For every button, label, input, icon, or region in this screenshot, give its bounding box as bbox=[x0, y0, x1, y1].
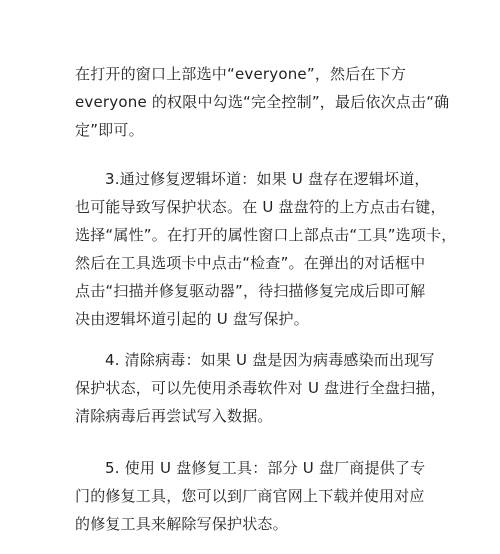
paragraph-everyone-permission bbox=[75, 60, 450, 144]
paragraph-line: 保护状态，可以先使用杀毒软件对 U 盘进行全盘扫描， bbox=[75, 379, 446, 397]
paragraph-line: 门的修复工具，您可以到厂商官网上下载并使用对应 bbox=[75, 487, 425, 505]
paragraph-line: 清除病毒后再尝试写入数据。 bbox=[75, 407, 273, 425]
paragraph-line: 选择“属性”。在打开的属性窗口上部点击“工具”选项卡， bbox=[75, 226, 457, 244]
paragraph-line: 5. 使用 U 盘修复工具：部分 U 盘厂商提供了专 bbox=[105, 459, 426, 477]
paragraph-line: 然后在工具选项卡中点击“检查”。在弹出的对话框中 bbox=[75, 254, 426, 272]
paragraph-line: 决由逻辑坏道引起的 U 盘写保护。 bbox=[75, 310, 309, 328]
paragraph-line: 点击“扫描并修复驱动器”，待扫描修复完成后即可解 bbox=[75, 282, 426, 300]
paragraph-line: 的修复工具来解除写保护状态。 bbox=[75, 515, 288, 533]
paragraph-line: 定”即可。 bbox=[75, 121, 144, 139]
paragraph-line: 4. 清除病毒：如果 U 盘是因为病毒感染而出现写 bbox=[105, 351, 435, 369]
paragraph-repair-tool bbox=[75, 454, 435, 538]
paragraph-repair-bad-sectors bbox=[75, 165, 457, 333]
paragraph-remove-virus bbox=[75, 346, 446, 430]
paragraph-line: everyone 的权限中勾选“完全控制”，最后依次点击“确 bbox=[75, 93, 450, 111]
paragraph-line: 也可能导致写保护状态。在 U 盘盘符的上方点击右键， bbox=[75, 198, 446, 216]
paragraph-line: 3.通过修复逻辑坏道：如果 U 盘存在逻辑坏道， bbox=[105, 170, 430, 188]
paragraph-line: 在打开的窗口上部选中“everyone”，然后在下方 bbox=[75, 65, 407, 83]
